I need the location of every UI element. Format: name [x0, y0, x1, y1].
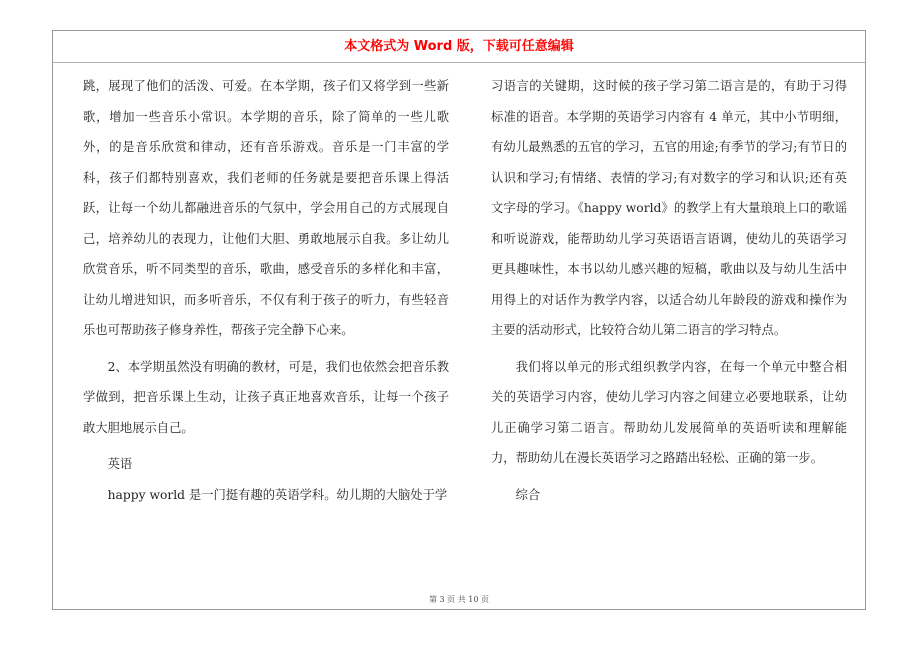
right-column: [491, 71, 847, 510]
left-column: [83, 71, 449, 510]
section-heading-english: 英语: [107, 457, 133, 471]
right-paragraph-1: 习语言的关键期，这时候的孩子学习第二语言是的，有助于习得标准的语音。本学期的英语学习内容有 4 单元，其中小节明细，有幼儿最熟悉的五官的学习，五官的用途;有季节的学习;有节日的认识和学习;有情绪、表情的学习;有对数字的学习和认识;还有英文字母的学习。《happy world》的教学上有大量琅琅上口的歌谣和听说游戏，能帮助幼儿学习英语语言语调，使幼儿的英语学习更具趣味性，本书以幼儿感兴趣的短稿，歌曲以及与幼儿生活中用得上的对话作为教学内容，以适合幼儿年龄段的游戏和操作为主要的活动形式，比较符合幼儿第二语言的学习特点。: [491, 79, 847, 337]
left-paragraph-3: happy world 是一门挺有趣的英语学科。幼儿期的大脑处于学: [107, 487, 448, 502]
page-frame: [52, 30, 866, 610]
section-heading-comprehensive: 综合: [515, 487, 541, 502]
left-paragraph-2: 2、本学期虽然没有明确的教材，可是，我们也依然会把音乐教学做到，把音乐课上生动，让孩子真正地喜欢音乐，让每一个孩子敢大胆地展示自己。: [83, 359, 449, 435]
left-paragraph-1: 跳，展现了他们的活泼、可爱。在本学期，孩子们又将学到一些新歌，增加一些音乐小常识。本学期的音乐，除了简单的一些儿歌外，的是音乐欣赏和律动，还有音乐游戏。音乐是一门丰富的学科，孩子们都特别喜欢，我们老师的任务就是要把音乐课上得活跃，让每一个幼儿都融进音乐的气氛中，学会用自己的方式展现自己，培养幼儿的表现力，让他们大胆、勇敢地展示自我。多让幼儿欣赏音乐，听不同类型的音乐，歌曲，感受音乐的多样化和丰富，让幼儿增进知识，而多听音乐，不仅有利于孩子的听力，有些轻音乐也可帮助孩子修身养性，帮孩子完全静下心来。: [83, 79, 449, 337]
page-number: 第 3 页 共 10 页: [429, 595, 489, 604]
right-paragraph-2: 我们将以单元的形式组织教学内容，在每一个单元中整合相关的英语学习内容，使幼儿学习内容之间建立必要地联系，让幼儿正确学习第二语言。帮助幼儿发展简单的英语听读和理解能力，帮助幼儿在漫长英语学习之路踏出轻松、正确的第一步。: [491, 359, 847, 465]
header-banner: 本文格式为 Word 版，下载可任意编辑: [53, 31, 865, 63]
